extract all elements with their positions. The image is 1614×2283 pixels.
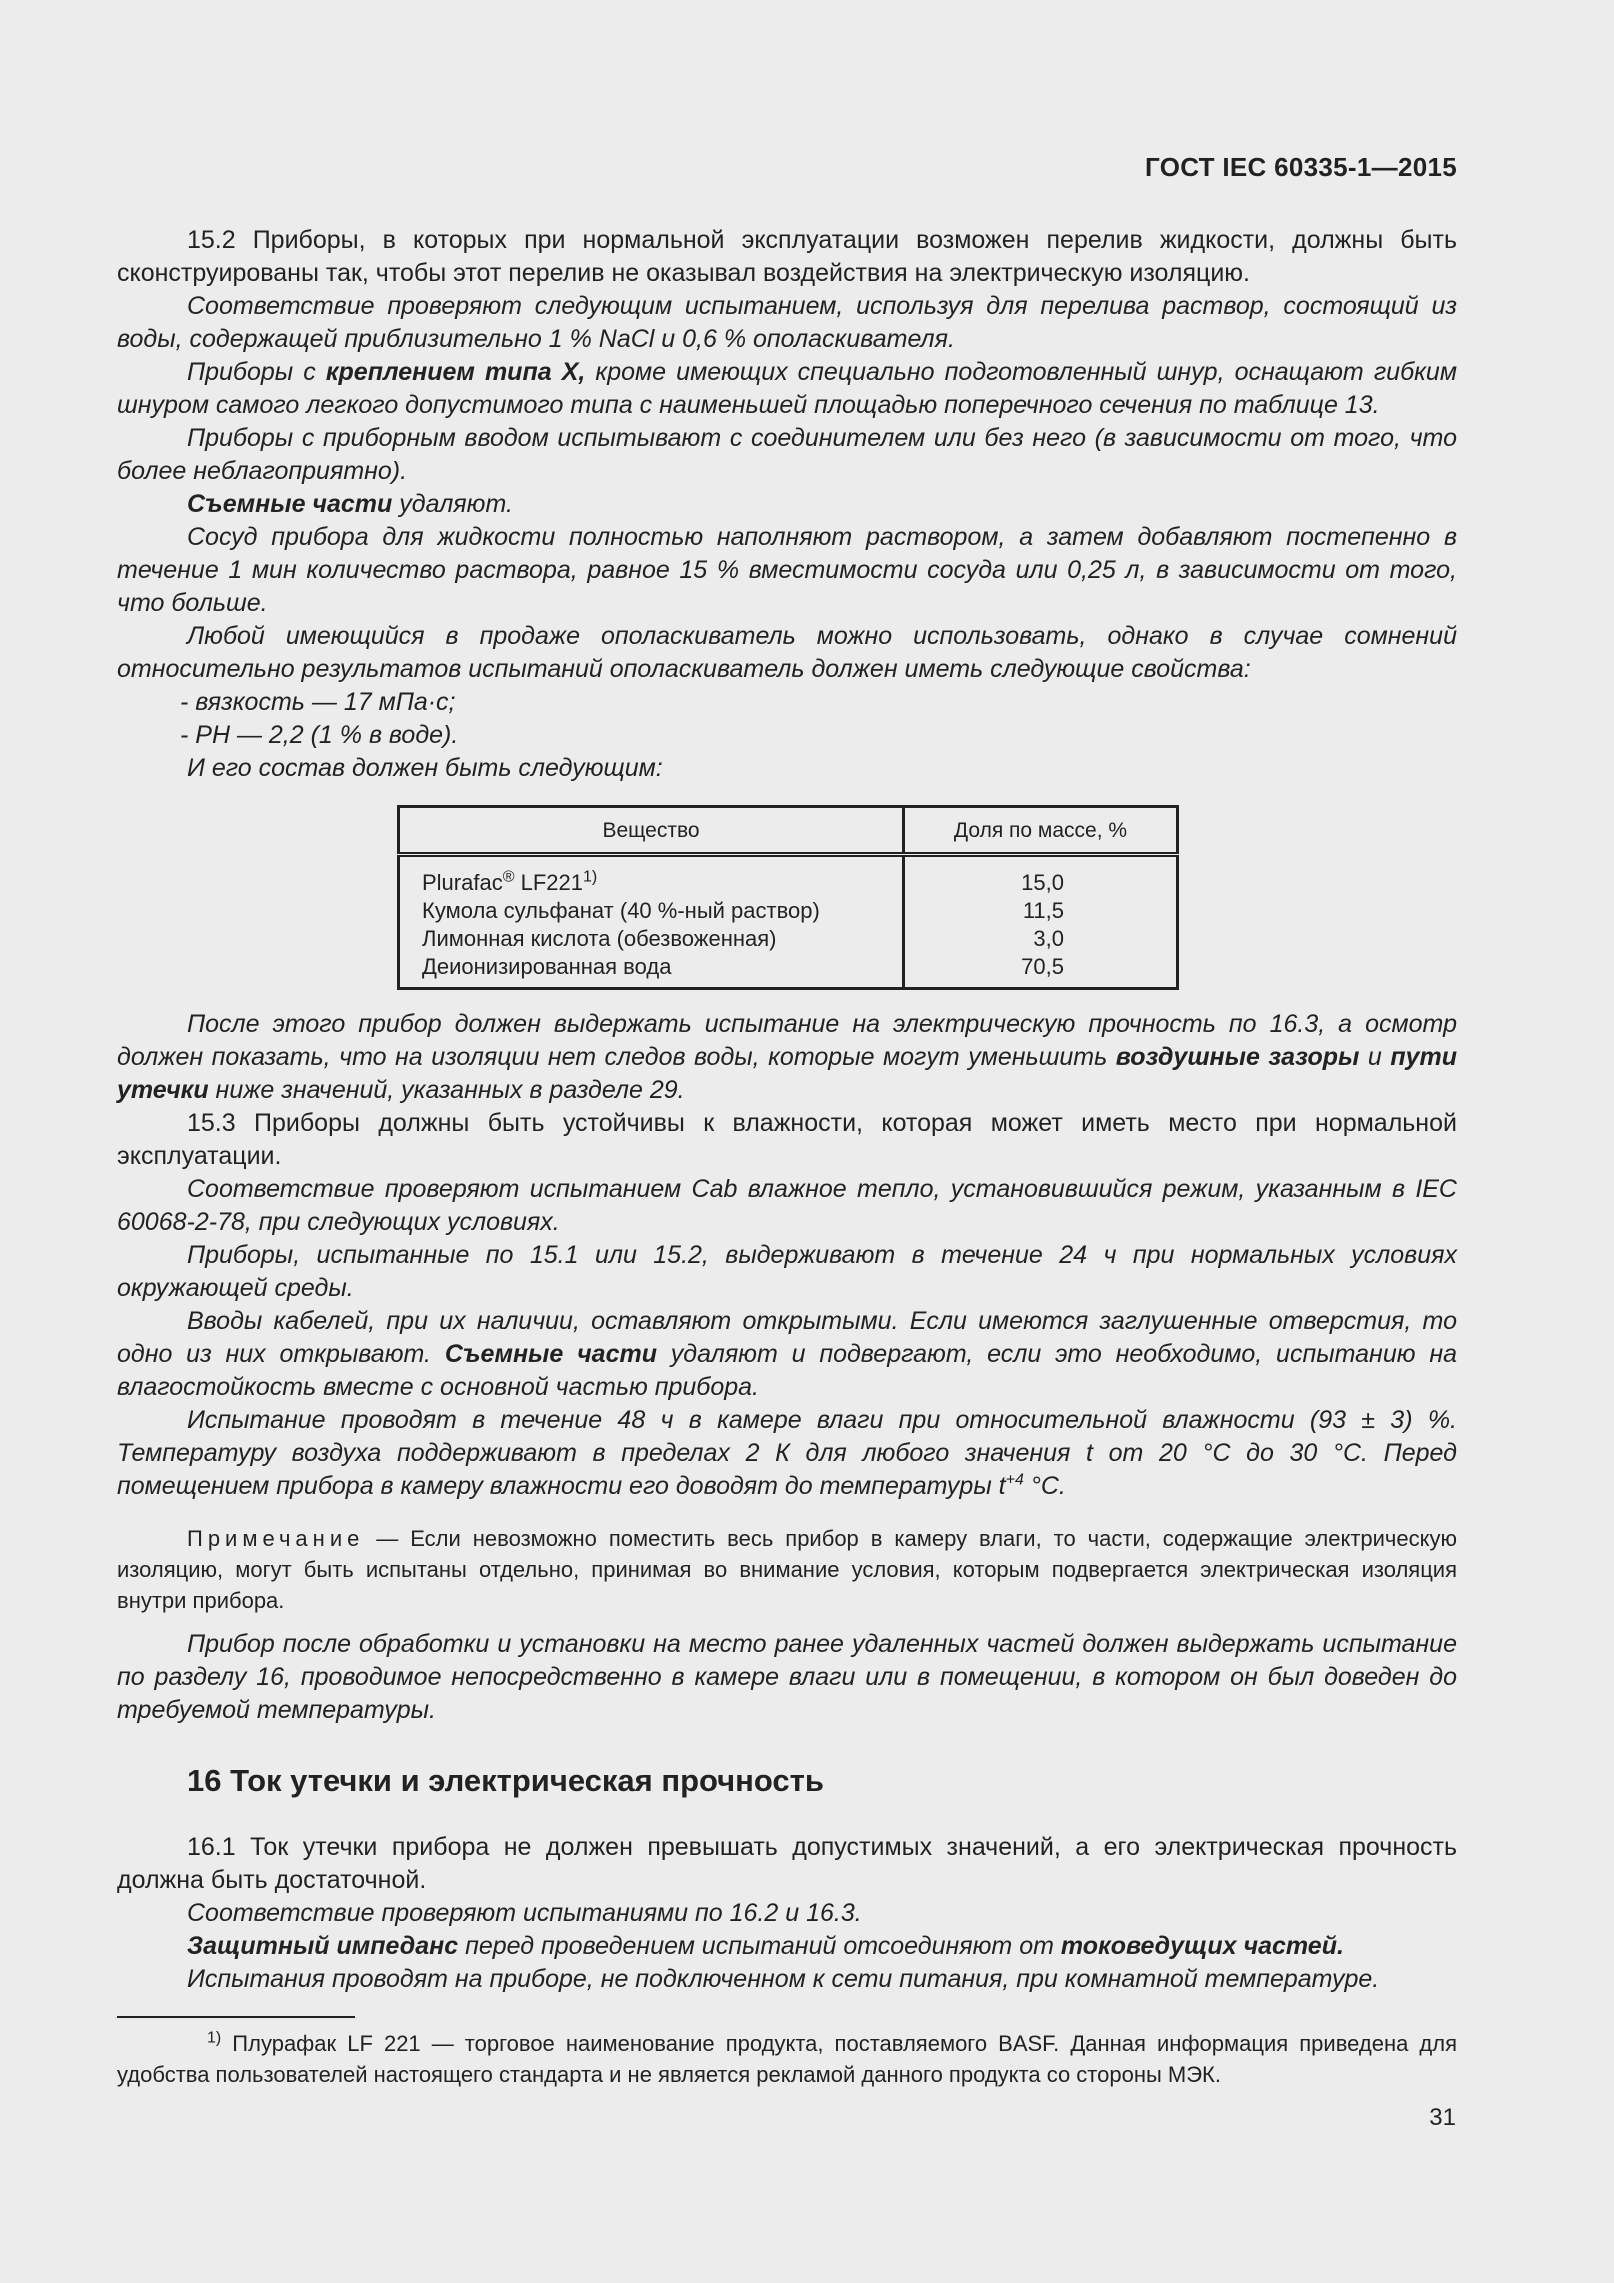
liquid-container-paragraph: Сосуд прибора для жидкости полностью наполняют раствором, а затем добавляют постепенно в течение 1 мин количество раствора, равное 15 % вместимости сосуда или 0,25 л, в зависимости от того, что больше. (117, 523, 1457, 617)
substance-cumene: Кумола сульфанат (40 %-ный раствор) (422, 898, 820, 923)
substance-citric-acid: Лимонная кислота (обезвоженная) (422, 926, 777, 951)
note-paragraph: Примечание — Если невозможно поместить весь прибор в камеру влаги, то части, содержащие электрическую изоляцию, могут быть испытаны отдельно, принимая во внимание условия, которым подвергается электрическая изоляция внутри прибора. (117, 1526, 1457, 1613)
conditioning-paragraph: Приборы, испытанные по 15.1 или 15.2, выдерживают в течение 24 ч при нормальных условиях окружающей среды. (117, 1241, 1457, 1302)
room-temperature-paragraph: Испытания проводят на приборе, не подключенном к сети питания, при комнатной температуре. (187, 1965, 1380, 1993)
appliance-inlet-paragraph: Приборы с приборным вводом испытывают с соединителем или без него (в зависимости от того, что более неблагоприятно). (117, 424, 1457, 485)
humidity-test-paragraph: Испытание проводят в течение 48 ч в камере влаги при относительной влажности (93 ± 3) %. Температуру воздуха поддерживают в пределах 2 К для любого значения t от 20 °С до 30 °С. Перед помещением прибора в камеру влажности его доводят до температуры $t^{+4}$ °С. (117, 1406, 1457, 1500)
footnote: $^{1)}$ Плурафак LF 221 — торговое наименование продукта, поставляемого BASF. Данная информация приведена для удобства пользователей настоящего стандарта и не является рекламой данного продукта со стороны МЭК. (117, 2029, 1457, 2087)
after-treatment-paragraph: Прибор после обработки и установки на место ранее удаленных частей должен выдержать испытание по разделу 16, проводимое непосредственно в камере влаги или в помещении, в котором он был доведен до требуемой температуры. (117, 1630, 1457, 1724)
detachable-parts-paragraph: Съемные части удаляют. (187, 490, 513, 518)
value-water: 70,5 (1021, 954, 1064, 979)
section-16-title: 16 Ток утечки и электрическая прочность (187, 1763, 824, 1798)
footnote-divider (117, 2016, 355, 2018)
protective-impedance-paragraph: Защитный импеданс перед проведением испытаний отсоединяют от токоведущих частей. (187, 1932, 1344, 1960)
list-item-viscosity: - вязкость — 17 мПа·с; (180, 688, 456, 716)
substance-water: Деионизированная вода (422, 954, 672, 979)
value-citric-acid: 3,0 (1033, 926, 1064, 951)
page-number: 31 (1429, 2104, 1456, 2131)
compliance-16-paragraph: Соответствие проверяют испытаниями по 16.2 и 16.3. (187, 1899, 862, 1927)
paragraph-15-2: 15.2 Приборы, в которых при нормальной эксплуатации возможен перелив жидкости, должны быть сконструированы так, чтобы этот перелив не оказывал воздействия на электрическую изоляцию. (117, 226, 1457, 287)
column-header-substance: Вещество (399, 807, 904, 855)
standard-header: ГОСТ IEC 60335-1—2015 (1145, 152, 1457, 182)
main-content (117, 224, 1457, 1996)
type-x-paragraph: Приборы с креплением типа X, кроме имеющих специально подготовленный шнур, оснащают гибким шнуром самого легкого допустимого типа с наименьшей площадью поперечного сечения по таблице 13. (117, 358, 1457, 419)
after-table-paragraph: После этого прибор должен выдержать испытание на электрическую прочность по 16.3, а осмотр должен показать, что на изоляции нет следов воды, которые могут уменьшить воздушные зазоры и пути утечки ниже значений, указанных в разделе 29. (117, 1010, 1457, 1104)
column-header-mass-fraction: Доля по массе, % (904, 807, 1178, 855)
mass-fraction-cell (904, 855, 1178, 989)
paragraph-16-1: 16.1 Ток утечки прибора не должен превышать допустимых значений, а его электрическая прочность должна быть достаточной. (117, 1833, 1457, 1894)
substance-cell (399, 855, 904, 989)
substance-plurafac: Plurafac® LF221$^{1)}$ (422, 868, 598, 895)
compliance-paragraph: Соответствие проверяют следующим испытанием, используя для перелива раствор, состоящий из воды, содержащей приблизительно 1 % NaCl и 0,6 % ополаскивателя. (117, 292, 1457, 353)
note-label: Примечание (187, 1526, 365, 1551)
composition-table-wrapper (397, 805, 1457, 990)
rinsing-agent-paragraph: Любой имеющийся в продаже ополаскиватель можно использовать, однако в случае сомнений относительно результатов испытаний ополаскиватель должен иметь следующие свойства: (117, 622, 1457, 683)
paragraph-15-3: 15.3 Приборы должны быть устойчивы к влажности, которая может иметь место при нормальной эксплуатации. (117, 1109, 1457, 1170)
value-cumene: 11,5 (1022, 898, 1064, 923)
composition-table (397, 805, 1179, 990)
cable-entries-paragraph: Вводы кабелей, при их наличии, оставляют открытыми. Если имеются заглушенные отверстия, то одно из них открывают. Съемные части удаляют и подвергают, если это необходимо, испытанию на влагостойкость вместе с основной частью прибора. (117, 1307, 1457, 1401)
cab-test-paragraph: Соответствие проверяют испытанием Cab влажное тепло, установившийся режим, указанным в IEC 60068-2-78, при следующих условиях. (117, 1175, 1457, 1236)
composition-intro: И его состав должен быть следующим: (187, 754, 663, 782)
value-plurafac: 15,0 (1021, 870, 1064, 895)
list-item-ph: - РН — 2,2 (1 % в воде). (180, 721, 459, 749)
